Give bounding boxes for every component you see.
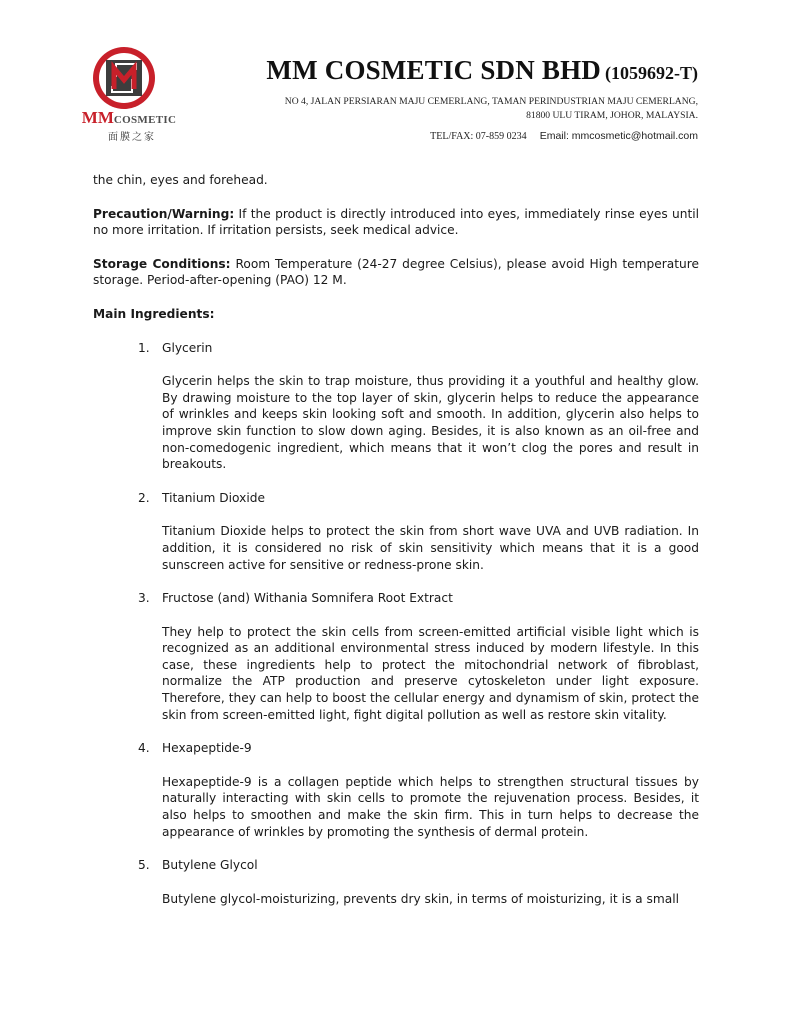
storage-label: Storage Conditions: [93, 256, 231, 271]
storage-paragraph [93, 256, 699, 289]
address-line-1: NO 4, JALAN PERSIARAN MAJU CEMERLANG, TAMAN PERINDUSTRIAN MAJU CEMERLANG, [284, 96, 698, 107]
continuation-text: the chin, eyes and forehead. [93, 173, 268, 187]
contact-line [430, 124, 698, 143]
address-line-2: 81800 ULU TIRAM, JOHOR, MALAYSIA. [526, 110, 698, 121]
logo-chinese-text: 面膜之家 [108, 132, 156, 143]
tel-fax: TEL/FAX: 07-859 0234 [430, 131, 527, 142]
company-name: MM COSMETIC SDN BHD [266, 55, 601, 85]
ingredient-name: Titanium Dioxide [162, 490, 265, 505]
ingredient-name: Butylene Glycol [162, 858, 258, 873]
ingredient-number: 1. [138, 340, 150, 355]
ingredient-number: 4. [138, 741, 150, 756]
ingredient-description: They help to protect the skin cells from screen-emitted artificial visible light which is recognized as an additional environmental stress induced by modern lifestyle. In this case, these ingredients help to protect the mitochondrial network of fibroblast, normalize the ATP production and preserve cytoskeleton under light exposure. Therefore, they can help to boost the cellular energy and dynamism of skin, protect the skin from screen-emitted light, fight digital pollution as well as restore skin vitality. [162, 624, 699, 722]
company-heading [266, 55, 698, 86]
ingredient-item [93, 857, 699, 907]
ingredient-description: Glycerin helps the skin to trap moisture, thus providing it a youthful and healthy glow. By drawing moisture to the top layer of skin, glycerin helps to reduce the appearance of wrinkles and keeps skin looking soft and smooth. In addition, glycerin also helps to improve skin function to slow down aging. Besides, it is also known as an oil-free and non-comedogenic ingredient, which means that it won’t clog the pores and result in breakouts. [162, 374, 699, 472]
ingredient-item [93, 740, 699, 840]
logo-wordmark [66, 108, 192, 128]
ingredient-description: Butylene glycol-moisturizing, prevents dry skin, in terms of moisturizing, it is a small [162, 891, 679, 906]
precaution-text: If the product is directly introduced into eyes, immediately rinse eyes until no more irritation. If irritation persists, seek medical advice. [93, 206, 699, 238]
ingredient-number: 2. [138, 490, 150, 505]
logo-word-cosmetic: COSMETIC [113, 114, 177, 126]
email-address: Email: mmcosmetic@hotmail.com [539, 130, 698, 142]
ingredient-number: 3. [138, 591, 150, 606]
ingredient-name: Hexapeptide-9 [162, 741, 252, 756]
logo-word-mm: MM [81, 108, 114, 127]
ingredient-item [93, 590, 699, 723]
ingredients-heading: Main Ingredients: [93, 306, 215, 321]
ingredient-description: Titanium Dioxide helps to protect the skin from short wave UVA and UVB radiation. In addition, it is considered no risk of skin sensitivity which means that it is a good sunscreen active for sensitive or redness-prone skin. [162, 524, 699, 572]
precaution-paragraph [93, 206, 699, 239]
company-logo [62, 44, 192, 144]
ingredient-name: Fructose (and) Withania Somnifera Root Extract [162, 591, 453, 606]
ingredient-item [93, 490, 699, 573]
storage-text: Room Temperature (24-27 degree Celsius), please avoid High temperature storage. Period-after-opening (PAO) 12 M. [93, 256, 699, 288]
ingredient-description: Hexapeptide-9 is a collagen peptide which helps to strengthen structural tissues by naturally interacting with skin cells to promote the rejuvenation process. Besides, it also helps to smoothen and make the skin firm. This in turn helps to decrease the appearance of wrinkles by promoting the synthesis of dermal protein. [162, 774, 699, 839]
mm-logo-emblem-icon [92, 46, 156, 110]
ingredients-list [93, 340, 699, 908]
ingredient-number: 5. [138, 858, 150, 873]
document-body [93, 172, 699, 924]
ingredient-name: Glycerin [162, 340, 213, 355]
company-registration: (1059692-T) [605, 63, 698, 83]
precaution-label: Precaution/Warning: [93, 206, 235, 221]
ingredient-item [93, 340, 699, 473]
